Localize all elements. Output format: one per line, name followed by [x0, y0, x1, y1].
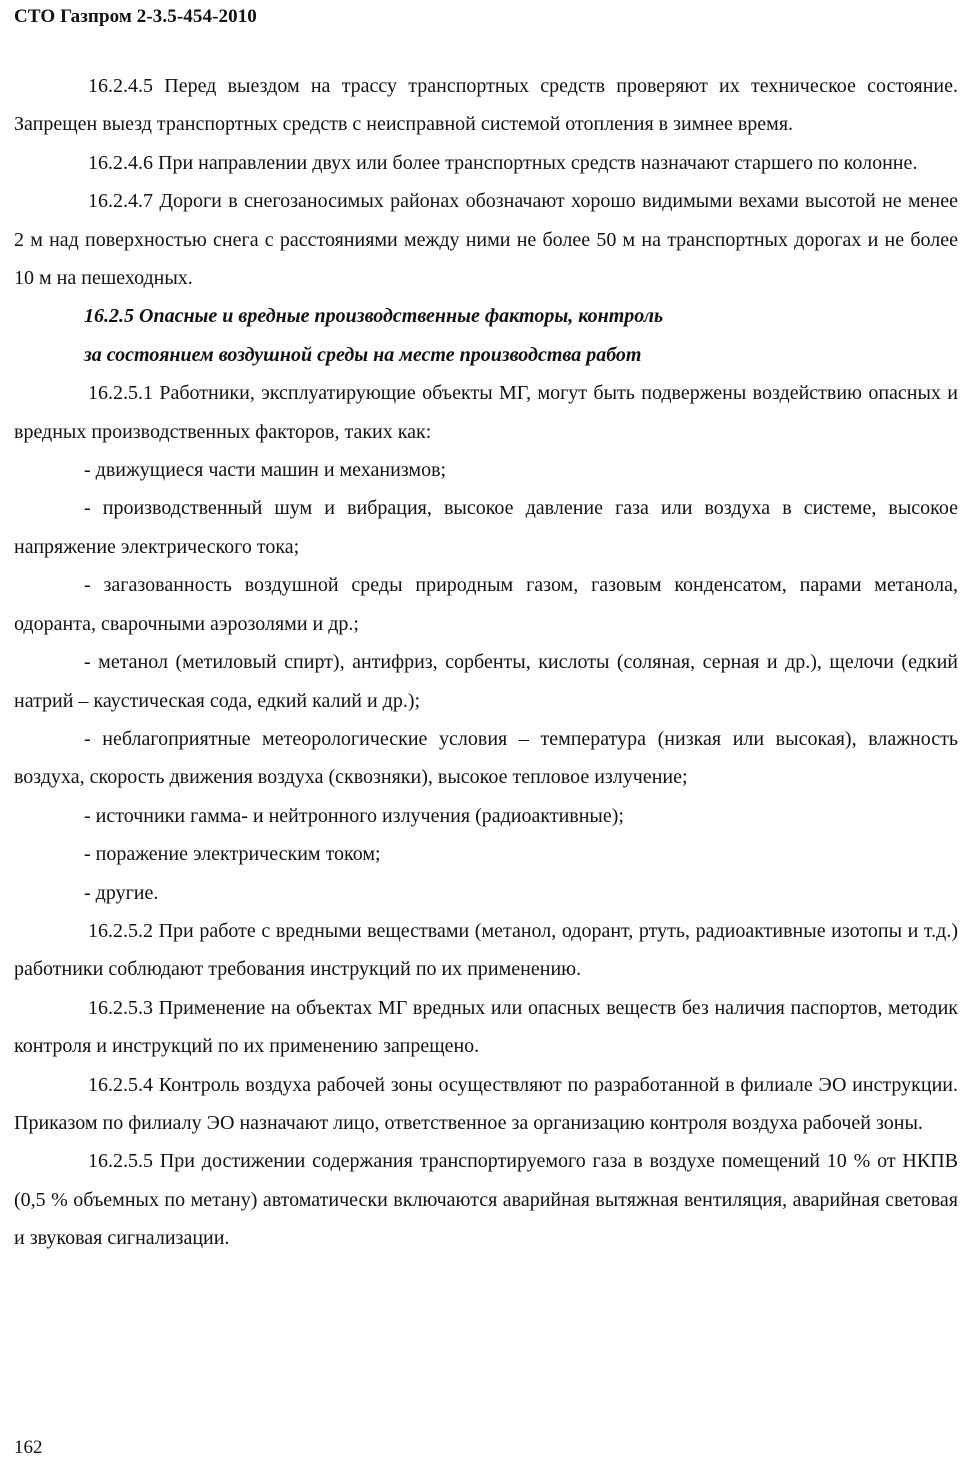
list-item: - движущиеся части машин и механизмов;	[84, 459, 447, 482]
document-header: СТО Газпром 2-3.5-454-2010	[14, 6, 257, 27]
list-item: - метанол (метиловый спирт), антифриз, сорбенты, кислоты (соляная, серная и др.), щелочи (едкий натрий – каустическая сода, едкий калий и др.);	[14, 651, 958, 712]
paragraph-16-2-4-6: 16.2.4.6 При направлении двух или более транспортных средств назначают старшего по колонне.	[88, 151, 918, 174]
paragraph-16-2-5-4: 16.2.5.4 Контроль воздуха рабочей зоны осуществляют по разработанной в филиале ЭО инструкции. Приказом по филиалу ЭО назначают лицо, ответственное за организацию контроля воздуха рабочей зоны.	[14, 1073, 958, 1134]
subsection-heading-line-1: 16.2.5 Опасные и вредные производственные факторы, контроль	[84, 305, 664, 328]
list-item: - производственный шум и вибрация, высокое давление газа или воздуха в системе, высокое напряжение электрического тока;	[14, 497, 958, 558]
subsection-heading-line-2: за состоянием воздушной среды на месте производства работ	[84, 343, 642, 366]
paragraph-16-2-5-3: 16.2.5.3 Применение на объектах МГ вредных или опасных веществ без наличия паспортов, методик контроля и инструкций по их применению запрещено.	[14, 996, 958, 1058]
list-item: - источники гамма- и нейтронного излучения (радиоактивные);	[84, 804, 624, 827]
paragraph-16-2-5-2: 16.2.5.2 При работе с вредными веществами (метанол, одорант, ртуть, радиоактивные изотопы и т.д.) работники соблюдают требования инструкций по их применению.	[14, 919, 958, 981]
list-item: - загазованность воздушной среды природным газом, газовым конденсатом, парами метанола, одоранта, сварочными аэрозолями и др.;	[14, 574, 958, 635]
list-item: - другие.	[84, 881, 159, 904]
paragraph-16-2-5-1: 16.2.5.1 Работники, эксплуатирующие объекты МГ, могут быть подвержены воздействию опасных и вредных производственных факторов, таких как:	[14, 382, 958, 443]
page-number: 162	[14, 1437, 43, 1458]
paragraph-16-2-5-5: 16.2.5.5 При достижении содержания транспортируемого газа в воздухе помещений 10 % от НКПВ (0,5 % объемных по метану) автоматически включаются аварийная вытяжная вентиляция, аварийная световая и звуковая сигнализации.	[14, 1150, 958, 1250]
document-body	[14, 67, 958, 1258]
paragraph-16-2-4-5: 16.2.4.5 Перед выездом на трассу транспортных средств проверяют их техническое состояние. Запрещен выезд транспортных средств с неисправной системой отопления в зимнее время.	[14, 75, 958, 136]
list-item: - неблагоприятные метеорологические условия – температура (низкая или высокая), влажность воздуха, скорость движения воздуха (сквозняки), высокое тепловое излучение;	[14, 727, 958, 789]
paragraph-16-2-4-7: 16.2.4.7 Дороги в снегозаносимых районах обозначают хорошо видимыми вехами высотой не менее 2 м над поверхностью снега с расстояниями между ними не более 50 м на транспортных дорогах и не более 10 м на пешеходных.	[14, 190, 958, 290]
list-item: - поражение электрическим током;	[84, 843, 381, 866]
